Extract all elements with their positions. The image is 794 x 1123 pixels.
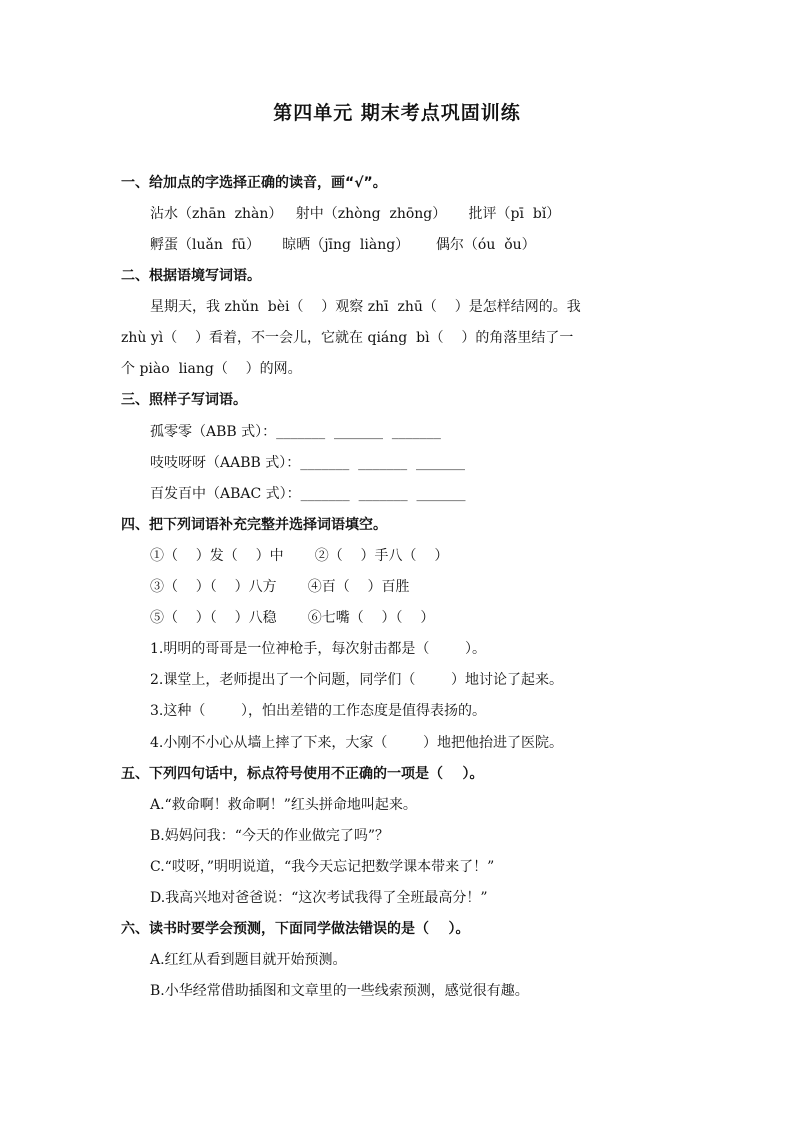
section-3-heading: 三、照样子写词语。	[121, 392, 247, 408]
context-paragraph-line-1: 星期天，我 zhǔn bèi（ ）观察 zhī zhū（ ）是怎样结网的。我	[150, 299, 581, 315]
fill-sentence-2: 2.课堂上，老师提出了一个问题，同学们（ ）地讨论了起来。	[150, 672, 563, 688]
pinyin-row-2: 孵蛋（luǎn fū） 晾晒（jīng liàng） 偶尔（óu ǒu）	[150, 237, 536, 253]
option-c: C.“哎呀，”明明说道，“我今天忘记把数学课本带来了！”	[150, 859, 495, 875]
context-paragraph-line-2: zhù yì（ ）看着，不一会儿，它就在 qiáng bì（ ）的角落里结了一	[121, 330, 574, 346]
section-4-heading: 四、把下列词语补充完整并选择词语填空。	[121, 517, 387, 533]
option-d: D.我高兴地对爸爸说：“这次考试我得了全班最高分！”	[150, 890, 488, 906]
pinyin-row-1: 沾水（zhān zhàn） 射中（zhòng zhōng） 批评（pī bǐ）	[150, 206, 561, 222]
pattern-row-aabb: 吱吱呀呀（AABB 式）：_______ _______ _______	[150, 455, 466, 471]
option-b: B.小华经常借助插图和文章里的一些线索预测，感觉很有趣。	[150, 983, 529, 999]
pattern-row-abb: 孤零零（ABB 式）：_______ _______ _______	[150, 424, 441, 440]
page-title: 第四单元 期末考点巩固训练	[273, 102, 521, 124]
idiom-row-3: ⑤（ ）（ ）八稳 ⑥七嘴（ ）（ ）	[150, 610, 435, 626]
pattern-row-abac: 百发百中（ABAC 式）：_______ _______ _______	[150, 486, 466, 502]
section-5-heading: 五、下列四句话中，标点符号使用不正确的一项是（ ）。	[121, 766, 484, 782]
section-2-heading: 二、根据语境写词语。	[121, 268, 261, 284]
option-a: A.红红从看到题目就开始预测。	[150, 952, 347, 968]
fill-sentence-4: 4.小刚不小心从墙上摔了下来，大家（ ）地把他抬进了医院。	[150, 735, 563, 751]
section-1-heading: 一、给加点的字选择正确的读音，画“√”。	[121, 175, 387, 191]
section-6-heading: 六、读书时要学会预测，下面同学做法错误的是（ ）。	[121, 921, 470, 937]
option-b: B.妈妈问我：“今天的作业做完了吗”？	[150, 828, 390, 844]
option-a: A.“救命啊！救命啊！”红头拼命地叫起来。	[150, 797, 417, 813]
context-paragraph-line-3: 个 piào liang（ ）的网。	[121, 361, 302, 377]
fill-sentence-1: 1.明明的哥哥是一位神枪手，每次射击都是（ ）。	[150, 641, 486, 657]
fill-sentence-3: 3.这种（ ），怕出差错的工作态度是值得表扬的。	[150, 703, 486, 719]
idiom-row-2: ③（ ）（ ）八方 ④百（ ）百胜	[150, 579, 410, 595]
idiom-row-1: ①（ ）发（ ）中 ②（ ）手八（ ）	[150, 548, 449, 564]
